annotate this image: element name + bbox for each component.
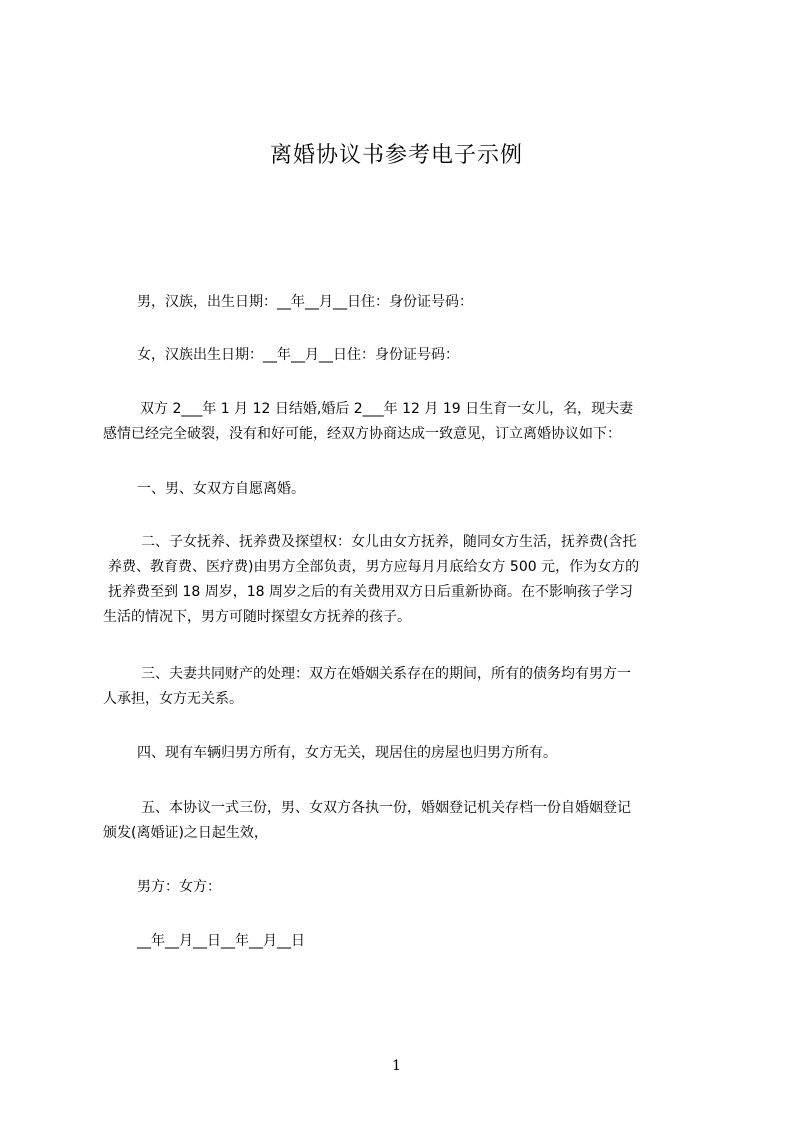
- clause-2-line: 二、子女抚养、抚养费及探望权：女儿由女方抚养，随同女方生活，抚养费(含托: [141, 534, 637, 550]
- clause-2-line: 生活的情况下，男方可随时探望女方抚养的孩子。: [103, 609, 411, 625]
- signature-text: 男方：女方：: [137, 879, 221, 895]
- clause-5-paragraph: [103, 796, 631, 846]
- clause-3-paragraph: [103, 662, 631, 712]
- clause-2-paragraph: [103, 530, 710, 630]
- male-info-text: 男，汉族，出生日期：__年__月__日住：身份证号码：: [137, 294, 473, 310]
- date-paragraph: [137, 929, 305, 954]
- clause-1-text: 一、男、女双方自愿离婚。: [137, 481, 305, 497]
- clause-3-line: 人承担，女方无关系。: [103, 691, 243, 707]
- female-info-paragraph: [137, 343, 459, 368]
- intro-paragraph: [103, 397, 633, 447]
- male-info-paragraph: [137, 290, 473, 315]
- clause-1-paragraph: [137, 477, 305, 502]
- female-info-text: 女，汉族出生日期：__年__月__日住：身份证号码：: [137, 347, 459, 363]
- document-title: 离婚协议书参考电子示例: [269, 143, 523, 168]
- clause-5-line: 颁发(离婚证)之日起生效，: [103, 825, 268, 841]
- clause-3-line: 三、夫妻共同财产的处理：双方在婚姻关系存在的期间，所有的债务均有男方一: [141, 666, 631, 682]
- intro-line: 感情已经完全破裂，没有和好可能，经双方协商达成一致意见，订立离婚协议如下：: [103, 426, 621, 442]
- clause-2-line: 养费、教育费、医疗费)由男方全部负责，男方应每月月底给女方 500 元，作为女方的: [108, 559, 640, 575]
- clause-4-text: 四、现有车辆归男方所有，女方无关，现居住的房屋也归男方所有。: [137, 745, 557, 761]
- clause-4-paragraph: [137, 741, 557, 766]
- clause-2-line: 抚养费至到 18 周岁，18 周岁之后的有关费用双方日后重新协商。在不影响孩子学习: [108, 584, 633, 600]
- signature-paragraph: [137, 875, 221, 900]
- clause-5-line: 五、本协议一式三份，男、女双方各执一份，婚姻登记机关存档一份自婚姻登记: [141, 800, 631, 816]
- intro-line: 双方 2___年 1 月 12 日结婚,婚后 2___年 12 月 19 日生育一女儿，名，现夫妻: [140, 401, 634, 417]
- date-text: __年__月__日__年__月__日: [137, 933, 305, 949]
- page-number: 1: [392, 1058, 401, 1074]
